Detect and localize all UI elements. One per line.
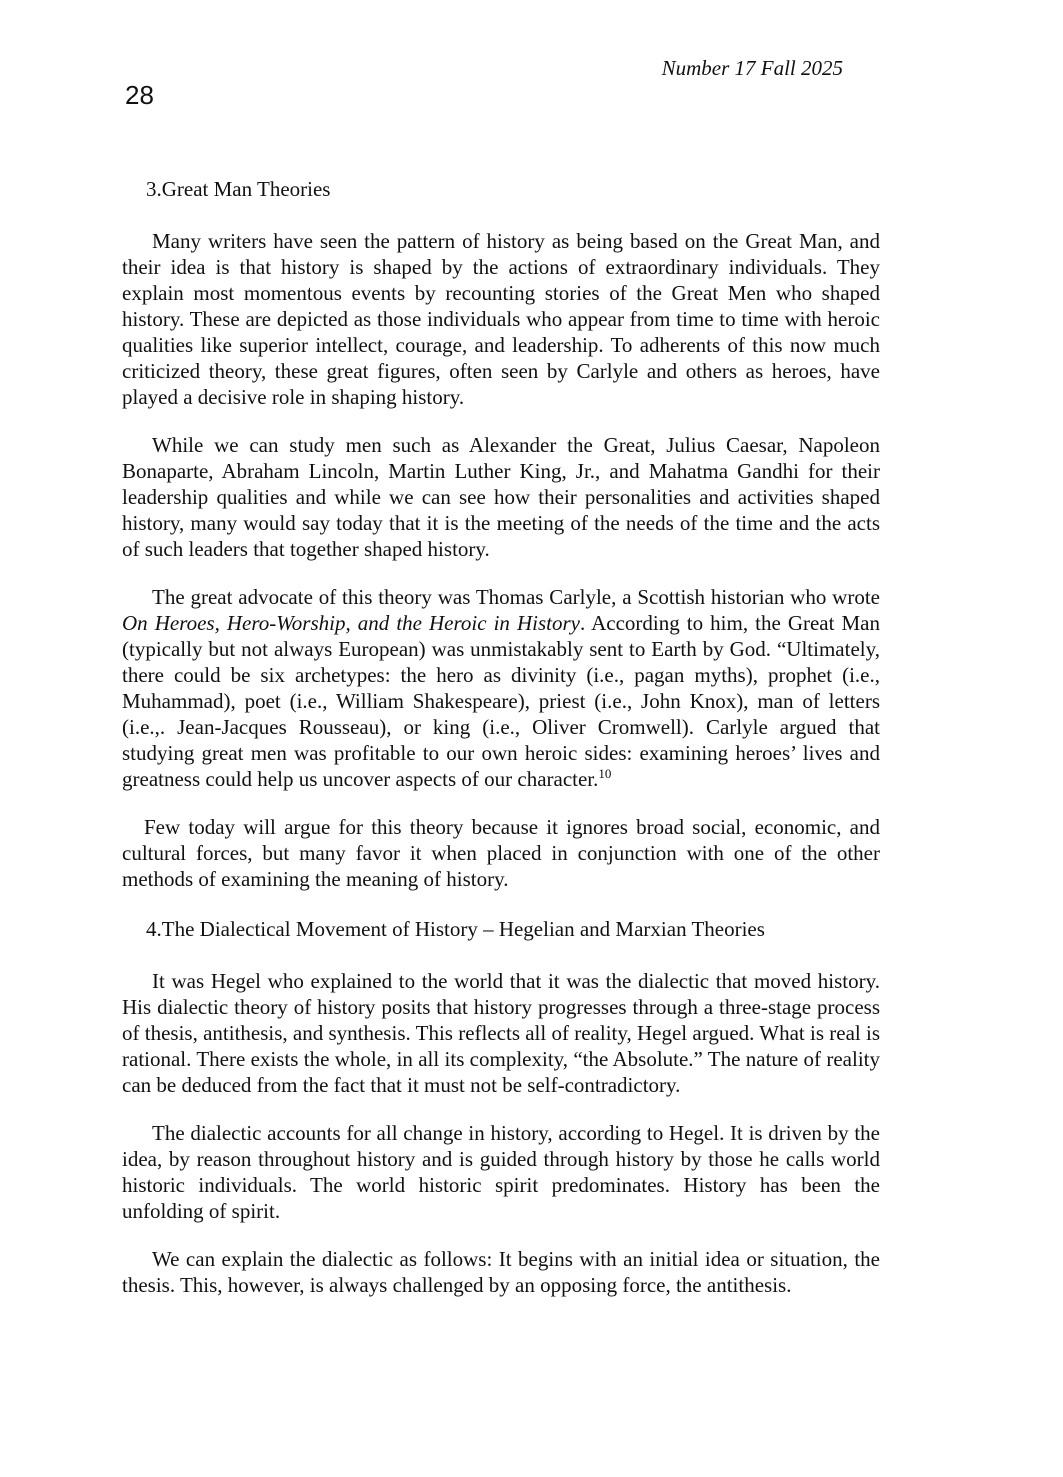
paragraph xyxy=(122,1246,880,1298)
running-header: Number 17 Fall 2025 xyxy=(661,56,843,80)
paragraph xyxy=(122,228,880,410)
paragraph xyxy=(122,584,880,792)
text-run: Many writers have seen the pattern of history as being based on the Great Man, and their idea is that history is shaped by the actions of extraordinary individuals. They explain most momentous events by recounting stories of the Great Men who shaped history. These are depicted as those individuals who appear from time to time with heroic qualities like superior intellect, courage, and leadership. To adherents of this now much criticized theory, these great figures, often seen by Carlyle and others as heroes, have played a decisive role in shaping history. xyxy=(122,229,880,409)
text-run: The dialectic accounts for all change in history, according to Hegel. It is driven by the idea, by reason throughout history and is guided through history by those he calls world historic individuals. The world historic spirit predominates. History has been the unfolding of spirit. xyxy=(122,1121,880,1223)
paragraph xyxy=(122,432,880,562)
text-run: We can explain the dialectic as follows: It begins with an initial idea or situation, the thesis. This, however, is always challenged by an opposing force, the antithesis. xyxy=(122,1247,880,1297)
paragraph xyxy=(122,1120,880,1224)
footnote-reference: 10 xyxy=(598,766,612,781)
text-run: The great advocate of this theory was Thomas Carlyle, a Scottish historian who wrote xyxy=(152,585,880,609)
paragraph xyxy=(122,968,880,1098)
section-heading: 3.Great Man Theories xyxy=(146,177,331,201)
text-run: While we can study men such as Alexander the Great, Julius Caesar, Napoleon Bonaparte, Abraham Lincoln, Martin Luther King, Jr., and Mahatma Gandhi for their leadership qualities and while we can see how their personalities and activities shaped history, many would say today that it is the meeting of the needs of the time and the acts of such leaders that together shaped history. xyxy=(122,433,880,561)
text-run: It was Hegel who explained to the world that it was the dialectic that moved history. His dialectic theory of history posits that history progresses through a three-stage process of thesis, antithesis, and synthesis. This reflects all of reality, Hegel argued. What is real is rational. There exists the whole, in all its complexity, “the Absolute.” The nature of reality can be deduced from the fact that it must not be self-contradictory. xyxy=(122,969,880,1097)
page-content xyxy=(122,176,880,1320)
section-heading: 4.The Dialectical Movement of History – Hegelian and Marxian Theories xyxy=(146,917,765,941)
book-title-italic: On Heroes, Hero-Worship, and the Heroic in History xyxy=(122,611,580,635)
paragraph xyxy=(122,814,880,892)
page-number: 28 xyxy=(125,80,154,110)
text-run: . According to him, the Great Man (typically but not always European) was unmistakably sent to Earth by God. “Ultimately, there could be six archetypes: the hero as divinity (i.e., pagan myths), prophet (i.e., Muhammad), poet (i.e., William Shakespeare), priest (i.e., John Knox), man of letters (i.e.,. Jean-Jacques Rousseau), or king (i.e., Oliver Cromwell). Carlyle argued that studying great men was profitable to our own heroic sides: examining heroes’ lives and greatness could help us uncover aspects of our character. xyxy=(122,611,880,791)
text-run: Few today will argue for this theory because it ignores broad social, economic, and cultural forces, but many favor it when placed in conjunction with one of the other methods of examining the meaning of history. xyxy=(122,815,880,891)
